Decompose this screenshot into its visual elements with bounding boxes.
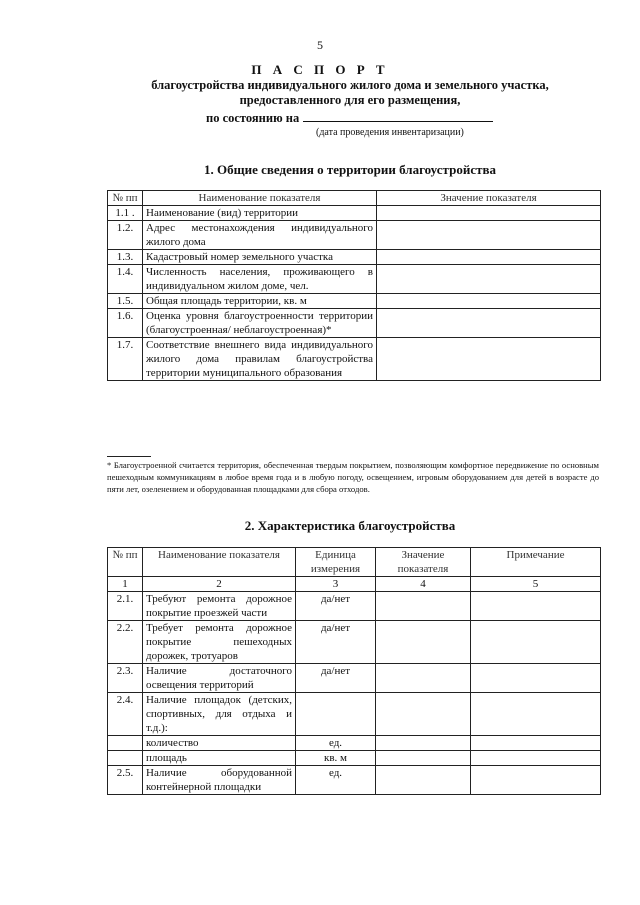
row-number: 1.3. bbox=[108, 250, 143, 265]
indicator-name: Численность населения, проживающего в индивидуальном жилом доме, чел. bbox=[143, 265, 377, 294]
row-number bbox=[108, 736, 143, 751]
unit-cell: ед. bbox=[296, 736, 376, 751]
page-number: 5 bbox=[317, 38, 323, 52]
note-cell[interactable] bbox=[471, 621, 601, 664]
row-number: 2.1. bbox=[108, 592, 143, 621]
value-cell[interactable] bbox=[376, 664, 471, 693]
indicator-value-cell[interactable] bbox=[377, 309, 601, 338]
indicator-name: площадь bbox=[143, 751, 296, 766]
indicator-value-cell[interactable] bbox=[377, 221, 601, 250]
note-cell[interactable] bbox=[471, 693, 601, 736]
column-header: Значение показателя bbox=[376, 548, 471, 577]
note-cell[interactable] bbox=[471, 664, 601, 693]
indicator-value-cell[interactable] bbox=[377, 265, 601, 294]
row-number: 1.7. bbox=[108, 338, 143, 381]
indicator-name: Адрес местонахождения индивидуального жилого дома bbox=[143, 221, 377, 250]
general-info-table bbox=[107, 190, 601, 381]
column-header: Наименование показателя bbox=[143, 548, 296, 577]
indicator-name: Оценка уровня благоустроенности территории (благоустроенная/ неблагоустроенная)* bbox=[143, 309, 377, 338]
value-cell[interactable] bbox=[376, 766, 471, 795]
table-row bbox=[108, 664, 601, 693]
as-of-line bbox=[206, 110, 493, 126]
unit-cell bbox=[296, 693, 376, 736]
unit-cell: ед. bbox=[296, 766, 376, 795]
column-number-row bbox=[108, 577, 601, 592]
note-cell[interactable] bbox=[471, 592, 601, 621]
column-header: Значение показателя bbox=[377, 191, 601, 206]
column-number: 1 bbox=[108, 577, 143, 592]
indicator-name: Наименование (вид) территории bbox=[143, 206, 377, 221]
section1-heading: 1. Общие сведения о территории благоустройства bbox=[204, 162, 496, 177]
row-number: 1.2. bbox=[108, 221, 143, 250]
table-row bbox=[108, 338, 601, 381]
table-row bbox=[108, 693, 601, 736]
indicator-name: Наличие площадок (детских, спортивных, для отдыха и т.д.): bbox=[143, 693, 296, 736]
table-row bbox=[108, 250, 601, 265]
indicator-value-cell[interactable] bbox=[377, 338, 601, 381]
column-number: 2 bbox=[143, 577, 296, 592]
section2-heading: 2. Характеристика благоустройства bbox=[244, 518, 456, 533]
row-number: 1.5. bbox=[108, 294, 143, 309]
note-cell[interactable] bbox=[471, 766, 601, 795]
value-cell[interactable] bbox=[376, 693, 471, 736]
value-cell[interactable] bbox=[376, 621, 471, 664]
value-cell[interactable] bbox=[376, 736, 471, 751]
row-number: 2.4. bbox=[108, 693, 143, 736]
indicator-name: Наличие оборудованной контейнерной площадки bbox=[143, 766, 296, 795]
column-header: Наименование показателя bbox=[143, 191, 377, 206]
row-number: 1.4. bbox=[108, 265, 143, 294]
value-cell[interactable] bbox=[376, 592, 471, 621]
unit-cell: кв. м bbox=[296, 751, 376, 766]
table-header-row bbox=[108, 191, 601, 206]
indicator-name: Общая площадь территории, кв. м bbox=[143, 294, 377, 309]
unit-cell: да/нет bbox=[296, 664, 376, 693]
row-number bbox=[108, 751, 143, 766]
indicator-name: Требует ремонта дорожное покрытие пешеходных дорожек, тротуаров bbox=[143, 621, 296, 664]
indicator-name: Требуют ремонта дорожное покрытие проезжей части bbox=[143, 592, 296, 621]
column-header: Единица измерения bbox=[296, 548, 376, 577]
footnote-divider bbox=[107, 456, 151, 457]
column-number: 3 bbox=[296, 577, 376, 592]
as-of-caption: (дата проведения инвентаризации) bbox=[316, 127, 464, 138]
indicator-value-cell[interactable] bbox=[377, 250, 601, 265]
characteristics-table bbox=[107, 547, 601, 795]
table-row bbox=[108, 265, 601, 294]
as-of-label: по состоянию на bbox=[206, 111, 300, 125]
column-header: Примечание bbox=[471, 548, 601, 577]
unit-cell: да/нет bbox=[296, 621, 376, 664]
indicator-name: Наличие достаточного освещения территорий bbox=[143, 664, 296, 693]
table-row bbox=[108, 309, 601, 338]
table-row bbox=[108, 221, 601, 250]
document-subtitle: благоустройства индивидуального жилого дома и земельного участка, предоставленного для его размещения, bbox=[151, 78, 549, 107]
table-row bbox=[108, 592, 601, 621]
table-header-row bbox=[108, 548, 601, 577]
note-cell[interactable] bbox=[471, 751, 601, 766]
as-of-date-field[interactable] bbox=[303, 110, 493, 122]
indicator-value-cell[interactable] bbox=[377, 206, 601, 221]
table-row bbox=[108, 206, 601, 221]
indicator-name: количество bbox=[143, 736, 296, 751]
indicator-name: Соответствие внешнего вида индивидуального жилого дома правилам благоустройства территории муниципального образования bbox=[143, 338, 377, 381]
value-cell[interactable] bbox=[376, 751, 471, 766]
column-number: 5 bbox=[471, 577, 601, 592]
document-title: П А С П О Р Т bbox=[251, 62, 389, 77]
row-number: 1.6. bbox=[108, 309, 143, 338]
column-header: № пп bbox=[108, 191, 143, 206]
table-row bbox=[108, 294, 601, 309]
table-row bbox=[108, 621, 601, 664]
footnote: * Благоустроенной считается территория, обеспеченная твердым покрытием, позволяющим комфортное передвижение по основным пешеходным коммуникациям в любое время года и в любую погоду, освещением, игровым оборудованием для детей в возрасте до пяти лет, озеленением и оборудованная площадками для сбора отходов. bbox=[107, 460, 599, 494]
row-number: 2.5. bbox=[108, 766, 143, 795]
row-number: 1.1 . bbox=[108, 206, 143, 221]
note-cell[interactable] bbox=[471, 736, 601, 751]
row-number: 2.2. bbox=[108, 621, 143, 664]
indicator-value-cell[interactable] bbox=[377, 294, 601, 309]
table-row bbox=[108, 766, 601, 795]
unit-cell: да/нет bbox=[296, 592, 376, 621]
column-number: 4 bbox=[376, 577, 471, 592]
column-header: № пп bbox=[108, 548, 143, 577]
table-row bbox=[108, 751, 601, 766]
row-number: 2.3. bbox=[108, 664, 143, 693]
table-row bbox=[108, 736, 601, 751]
indicator-name: Кадастровый номер земельного участка bbox=[143, 250, 377, 265]
